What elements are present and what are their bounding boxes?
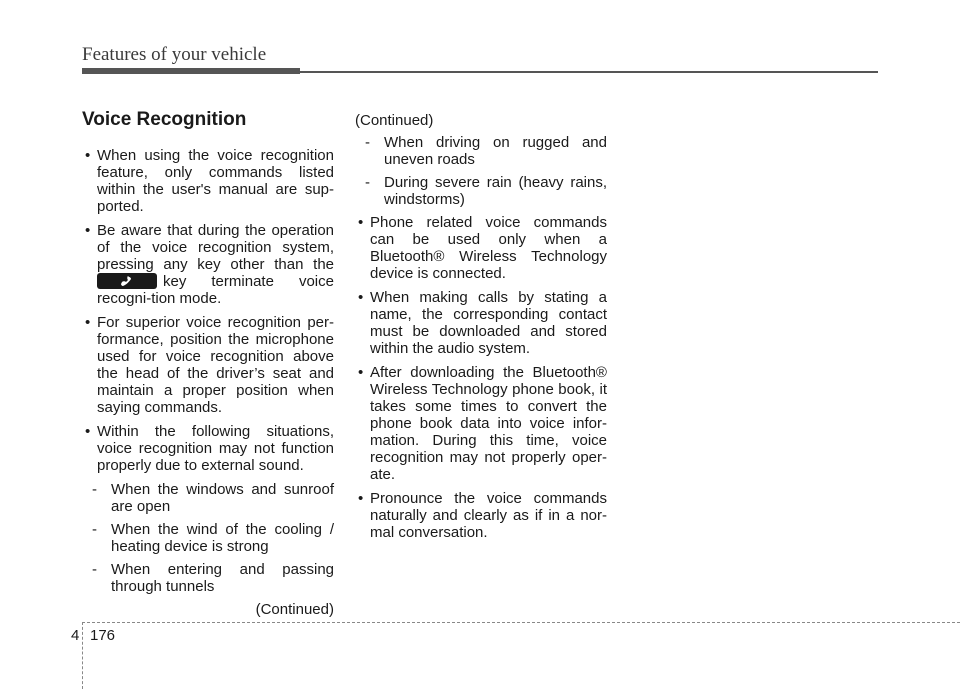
bullet-text: When making calls by stating a name, the corresponding contact must be downloaded and stored within the audio system. — [370, 289, 607, 357]
bullet-dot: • — [85, 423, 91, 440]
list-item — [82, 147, 334, 215]
bullet-text: Within the following situations, voice recognition may not function properly due to external sound. — [97, 423, 334, 474]
bullet-text: Phone related voice commands can be used only when a Bluetooth® Wireless Technology device is connected. — [370, 214, 607, 282]
header-title: Features of your vehicle — [82, 44, 267, 65]
section-title: Voice Recognition — [82, 109, 247, 130]
right-column — [355, 112, 607, 548]
bullet-text: Pronounce the voice commands naturally and clearly as if in a nor-mal conversation. — [370, 490, 607, 541]
bullet-dot: • — [85, 147, 91, 164]
list-item — [355, 490, 607, 541]
bullet-dot: • — [358, 490, 364, 507]
sub-dash: - — [365, 134, 370, 151]
sub-dash: - — [92, 561, 97, 578]
sub-dash: - — [92, 521, 97, 538]
sub-text: When the windows and sunroof are open — [111, 481, 334, 515]
sub-text: When the wind of the cooling / heating device is strong — [111, 521, 334, 555]
bullet-text: Be aware that during the operation of the voice recognition system, pressing any key other than the — [97, 222, 334, 273]
sub-item — [363, 174, 607, 208]
list-item — [82, 314, 334, 416]
bullet-text: For superior voice recognition per-formance, position the microphone used for voice recognition above the head of the driver’s seat and maintain a proper position when saying commands. — [97, 314, 334, 416]
sub-text: When driving on rugged and uneven roads — [384, 134, 607, 168]
bullet-dot: • — [85, 222, 91, 239]
left-column — [82, 108, 334, 618]
bullet-text: After downloading the Bluetooth® Wireless Technology phone book, it takes some times to convert the phone book data into voice infor-mation. During this time, voice recognition may not properly oper-ate. — [370, 364, 607, 483]
footer-divider — [82, 622, 83, 689]
list-item — [355, 364, 607, 483]
voice-key-icon — [97, 273, 157, 289]
bullet-dot: • — [358, 289, 364, 306]
sub-dash: - — [365, 174, 370, 191]
list-item — [355, 214, 607, 282]
continued-label: (Continued) — [255, 601, 334, 618]
list-item — [355, 289, 607, 357]
footer-rule — [82, 622, 960, 623]
bullet-text: When using the voice recognition feature, only commands listed within the user's manual are sup-ported. — [97, 147, 334, 215]
sub-item — [90, 561, 334, 595]
sub-item — [90, 521, 334, 555]
bullet-dot: • — [358, 214, 364, 231]
bullet-text-tail: key terminate voice recogni-tion mode. — [97, 273, 334, 307]
continued-label: (Continued) — [355, 112, 434, 129]
list-item — [82, 423, 334, 474]
header-rule — [300, 71, 878, 73]
list-item — [82, 222, 334, 307]
sub-item — [363, 134, 607, 168]
sub-text: When entering and passing through tunnels — [111, 561, 334, 595]
sub-dash: - — [92, 481, 97, 498]
header-bar — [82, 68, 300, 74]
sub-item — [90, 481, 334, 515]
chapter-number: 4 — [71, 627, 80, 644]
sub-text: During severe rain (heavy rains, windstorms) — [384, 174, 607, 208]
bullet-dot: • — [358, 364, 364, 381]
page-number: 176 — [90, 627, 116, 644]
bullet-dot: • — [85, 314, 91, 331]
